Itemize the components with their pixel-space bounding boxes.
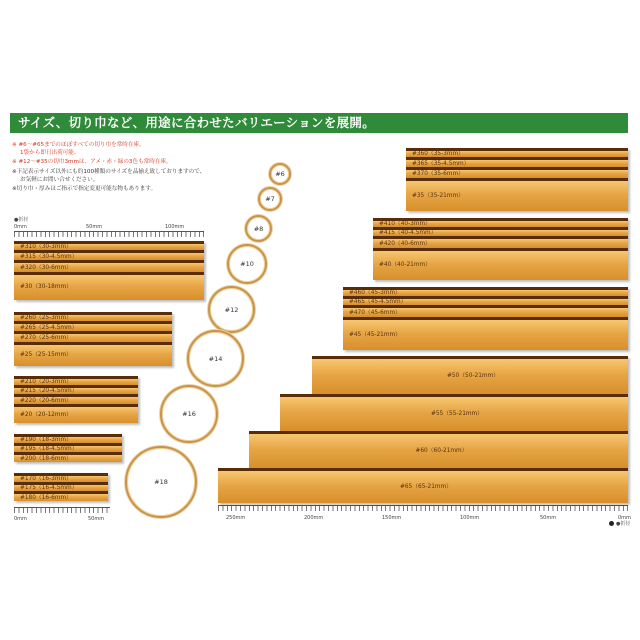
band-265: #265（25-4.5mm） xyxy=(14,321,172,331)
ring-14: #14 xyxy=(187,330,244,387)
band-65: #65（65-21mm） xyxy=(218,468,628,503)
band-20: #20（20-12mm） xyxy=(14,404,138,423)
right-ruler-tick-100: 100mm xyxy=(460,515,480,521)
band-365: #365（35-4.5mm） xyxy=(406,157,628,167)
band-45: #45（45-21mm） xyxy=(343,317,628,350)
right-ruler-label: ●折径 xyxy=(616,521,631,527)
left-ruler-tick-100: 100mm xyxy=(165,224,185,230)
note-custom: ※切り巾・厚みはご指示で指定変更可能な物もあります。 xyxy=(12,186,157,192)
right-ruler-tick-50: 50mm xyxy=(540,515,557,521)
band-190: #190（18-3mm） xyxy=(14,434,122,443)
band-310: #310（30-3mm） xyxy=(14,241,204,250)
ring-6: #6 xyxy=(269,163,291,185)
band-370: #370（35-6mm） xyxy=(406,167,628,178)
band-175: #175（16-4.5mm） xyxy=(14,482,108,491)
band-410: #410（40-3mm） xyxy=(373,218,628,227)
right-ruler-tick-150: 150mm xyxy=(382,515,402,521)
ring-18: #18 xyxy=(125,446,197,518)
band-195: #195（18-4.5mm） xyxy=(14,443,122,452)
band-60: #60（60-21mm） xyxy=(249,431,628,468)
band-470: #470（45-6mm） xyxy=(343,305,628,317)
band-40: #40（40-21mm） xyxy=(373,248,628,280)
right-ruler xyxy=(218,505,628,511)
band-25: #25（25-15mm） xyxy=(14,342,172,366)
band-55: #55（55-21mm） xyxy=(280,394,628,431)
right-ruler-tick-200: 200mm xyxy=(304,515,324,521)
band-270: #270（25-6mm） xyxy=(14,331,172,342)
band-215: #215（20-4.5mm） xyxy=(14,385,138,394)
band-415: #415（40-4.5mm） xyxy=(373,227,628,236)
ring-8: #8 xyxy=(245,215,272,242)
bottom-left-tick-50: 50mm xyxy=(88,516,105,522)
note-shipping: 1袋から即日出荷可能。 xyxy=(20,150,80,156)
bullet-icon xyxy=(609,521,614,526)
band-180: #180（16-6mm） xyxy=(14,491,108,501)
band-420: #420（40-6mm） xyxy=(373,236,628,248)
bottom-left-ruler xyxy=(14,507,110,513)
band-315: #315（30-4.5mm） xyxy=(14,250,204,260)
note-contact: お気軽にお問い合せください。 xyxy=(20,177,99,183)
left-ruler-tick-50: 50mm xyxy=(86,224,103,230)
ring-12: #12 xyxy=(208,286,255,333)
ring-16: #16 xyxy=(160,385,218,443)
left-ruler-label: ●折径 xyxy=(14,217,29,223)
band-35: #35（35-21mm） xyxy=(406,178,628,211)
band-360: #360（35-3mm） xyxy=(406,148,628,157)
right-ruler-tick-0: 0mm xyxy=(618,515,631,521)
ring-7: #7 xyxy=(258,187,282,211)
note-colors: ※ #12〜#35の切巾3mmは、アメ・赤・緑の3色も常時在庫。 xyxy=(12,159,172,165)
band-170: #170（16-3mm） xyxy=(14,473,108,482)
band-260: #260（25-3mm） xyxy=(14,312,172,321)
band-200: #200（18-6mm） xyxy=(14,452,122,462)
band-320: #320（30-6mm） xyxy=(14,260,204,272)
band-220: #220（20-6mm） xyxy=(14,394,138,404)
right-ruler-tick-250: 250mm xyxy=(226,515,246,521)
left-ruler xyxy=(14,231,204,237)
note-stock: ※ #6〜#65までのほぼすべての切り巾を常時在庫。 xyxy=(12,142,145,148)
band-50: #50（50-21mm） xyxy=(312,356,628,394)
band-460: #460（45-3mm） xyxy=(343,287,628,296)
page-banner: サイズ、切り巾など、用途に合わせたバリエーションを展開。 xyxy=(10,113,628,133)
left-ruler-tick-0: 0mm xyxy=(14,224,27,230)
bottom-left-tick-0: 0mm xyxy=(14,516,27,522)
band-30: #30（30-18mm） xyxy=(14,272,204,300)
band-210: #210（20-3mm） xyxy=(14,376,138,385)
ring-10: #10 xyxy=(227,244,267,284)
band-465: #465（45-4.5mm） xyxy=(343,296,628,305)
note-other-sizes: ※下記表示サイズ以外にも約100種類のサイズを品揃え致しておりますので、 xyxy=(12,169,206,175)
